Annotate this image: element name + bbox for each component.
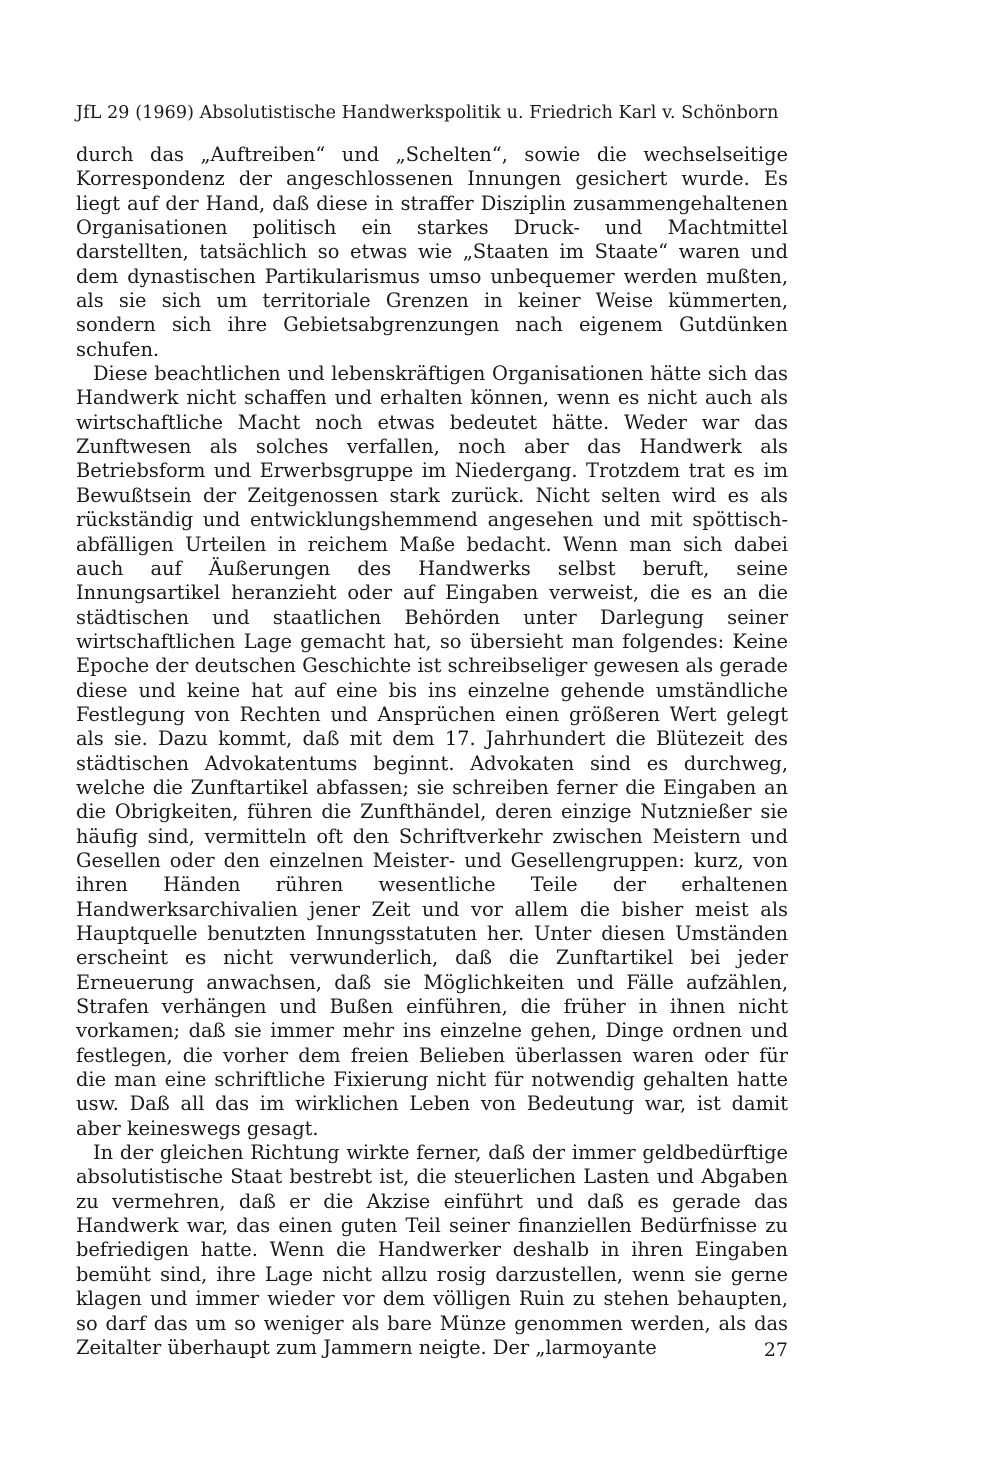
running-header: JfL 29 (1969) Absolutistische Handwerkspolitik u. Friedrich Karl v. Schönborn [76,103,779,123]
paragraph-richtung: In der gleichen Richtung wirkte ferner, daß der immer geldbedürftige absolutistische Staat bestrebt ist, die steuerlichen Lasten und Abgaben zu vermehren, daß er die Akzise einführt und daß es gerade das Handwerk war, das einen guten Teil seiner finanziellen Bedürfnisse zu befriedigen hatte. Wenn die Handwerker deshalb in ihren Eingaben bemüht sind, ihre Lage nicht allzu rosig darzustellen, wenn sie gerne klagen und immer wieder vor dem völligen Ruin zu stehen behaupten, so darf das um so weniger als bare Münze genommen werden, als das Zeitalter überhaupt zum Jammern neigte. Der „larmoyante [76,1141,788,1359]
paragraph-organisationen: Diese beachtlichen und lebenskräftigen Organisationen hätte sich das Handwerk nicht schaffen und erhalten können, wenn es nicht auch als wirtschaftliche Macht noch etwas bedeutet hätte. Weder war das Zunftwesen als solches verfallen, noch aber das Handwerk als Betriebsform und Erwerbsgruppe im Niedergang. Trotzdem trat es im Bewußtsein der Zeitgenossen stark zurück. Nicht selten wird es als rückständig und entwicklungshemmend angesehen und mit spöttisch-abfälligen Urteilen in reichem Maße bedacht. Wenn man sich dabei auch auf Äußerungen des Handwerks selbst beruft, seine Innungsartikel heranzieht oder auf Eingaben verweist, die es an die städtischen und staatlichen Behörden unter Darlegung seiner wirtschaftlichen Lage gemacht hat, so übersieht man folgendes: Keine Epoche der deutschen Geschichte ist schreibseliger gewesen als gerade diese und keine hat auf eine bis ins einzelne gehende umständliche Festlegung von Rechten und Ansprüchen einen größeren Wert gelegt als sie. Dazu kommt, daß mit dem 17. Jahrhundert die Blütezeit des städtischen Advokatentums beginnt. Advokaten sind es durchweg, welche die Zunftartikel abfassen; sie schreiben ferner die Eingaben an die Obrigkeiten, führen die Zunfthändel, deren einzige Nutznießer sie häufig sind, vermitteln oft den Schriftverkehr zwischen Meistern und Gesellen oder den einzelnen Meister- und Gesellengruppen: kurz, von ihren Händen rühren wesentliche Teile der erhaltenen Handwerksarchivalien jener Zeit und vor allem die bisher meist als Hauptquelle benutzten Innungsstatuten her. Unter diesen Umständen erscheint es nicht verwunderlich, daß die Zunftartikel bei jeder Erneuerung anwachsen, daß sie Möglichkeiten und Fälle aufzählen, Strafen verhängen und Bußen einführen, die früher in ihnen nicht vorkamen; daß sie immer mehr ins einzelne gehen, Dinge ordnen und festlegen, die vorher dem freien Belieben überlassen waren oder für die man eine schriftliche Fixierung nicht für notwendig gehalten hatte usw. Daß all das im wirklichen Leben von Bedeutung war, ist damit aber keineswegs gesagt. [76,362,788,1140]
body-text [76,143,788,1360]
paragraph-continuation: durch das „Auftreiben“ und „Schelten“, sowie die wechselseitige Korrespondenz der angeschlossenen Innungen gesichert wurde. Es liegt auf der Hand, daß diese in straffer Disziplin zusammengehaltenen Organisationen politisch ein starkes Druck- und Machtmittel darstellten, tatsächlich so etwas wie „Staaten im Staate“ waren und dem dynastischen Partikularismus umso unbequemer werden mußten, als sie sich um territoriale Grenzen in keiner Weise kümmerten, sondern sich ihre Gebietsabgrenzungen nach eigenem Gutdünken schufen. [76,143,788,361]
page-number: 27 [763,1339,788,1361]
